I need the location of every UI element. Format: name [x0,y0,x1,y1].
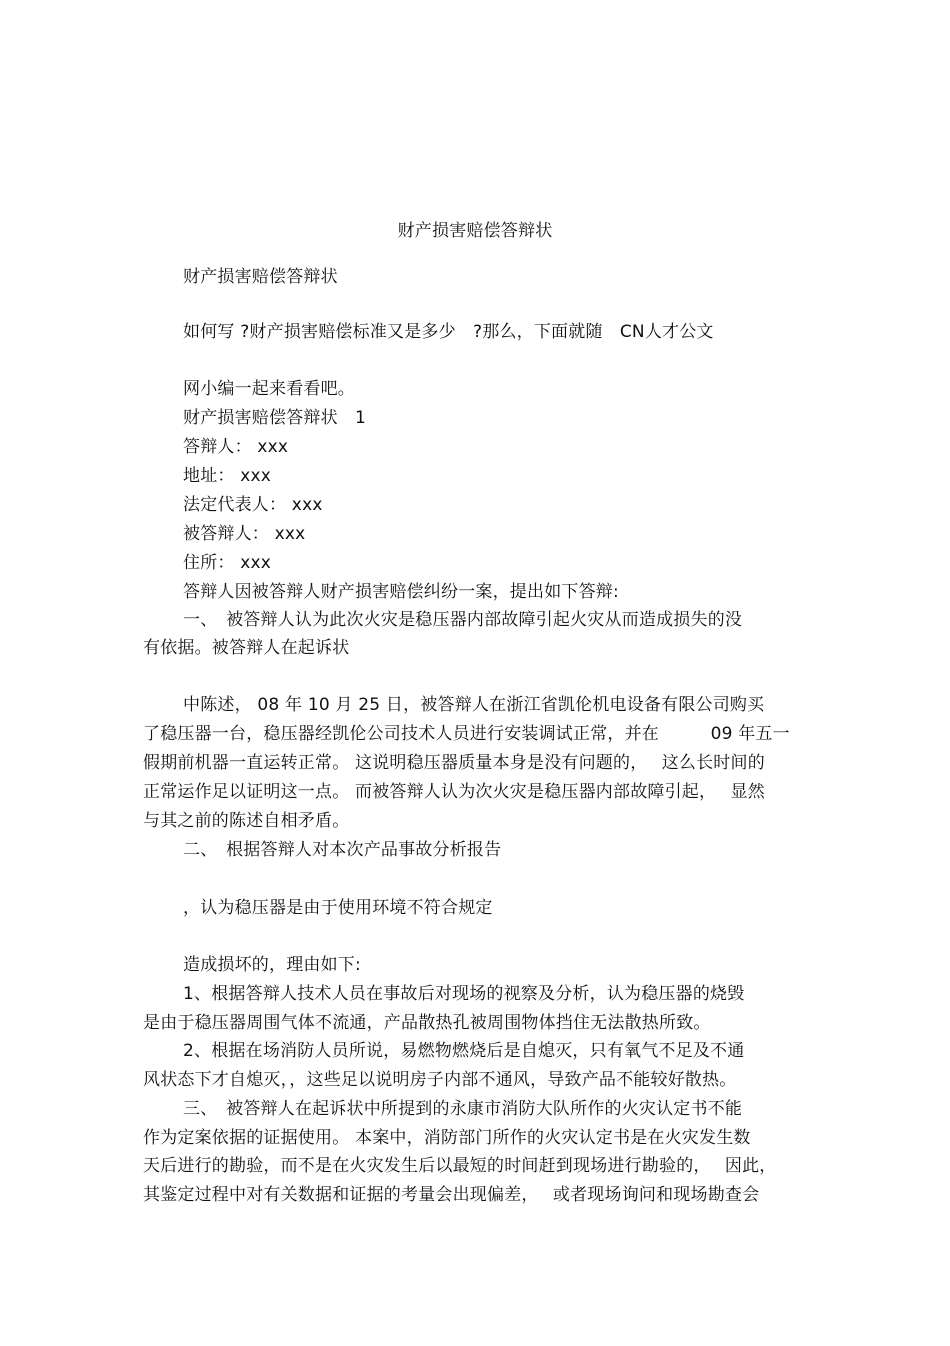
document-title: 财产损害赔偿答辩状 [397,221,553,241]
text-line: 三、 被答辩人在起诉状中所提到的永康市消防大队所作的火灾认定书不能 [183,1099,743,1119]
text-line: 正常运作足以证明这一点。 而被答辩人认为次火灾是稳压器内部故障引起， 显然 [143,782,765,802]
text-line: 是由于稳压器周围气体不流通，产品散热孔被周围物体挡住无法散热所致。 [143,1013,711,1033]
text-line: 二、 根据答辩人对本次产品事故分析报告 [183,840,502,860]
text-line: 其鉴定过程中对有关数据和证据的考量会出现偏差， 或者现场询问和现场勘查会 [143,1185,760,1205]
text-line: 造成损坏的，理由如下: [183,955,361,975]
text-line: 如何写 ?财产损害赔偿标准又是多少 ?那么，下面就随 CN人才公文 [183,322,714,342]
text-line: 有依据。被答辩人在起诉状 [143,638,350,658]
text-line: 风状态下才自熄灭，，这些足以说明房子内部不通风，导致产品不能较好散热。 [143,1070,737,1090]
text-line: 答辩人因被答辩人财产损害赔偿纠纷一案，提出如下答辩: [183,582,619,602]
text-line: 地址： xxx [183,466,271,486]
text-line: 一、 被答辩人认为此次火灾是稳压器内部故障引起火灾从而造成损失的没 [183,610,743,630]
text-line: 答辩人： xxx [183,437,289,457]
text-line: 中陈述， 08 年 10 月 25 日，被答辩人在浙江省凯伦机电设备有限公司购买 [183,695,765,715]
text-line: 2、根据在场消防人员所说，易燃物燃烧后是自熄灭，只有氧气不足及不通 [183,1041,745,1061]
text-line: 假期前机器一直运转正常。 这说明稳压器质量本身是没有问题的， 这么长时间的 [143,753,765,773]
text-line: 法定代表人： xxx [183,495,323,515]
text-line: 天后进行的勘验，而不是在火灾发生后以最短的时间赶到现场进行勘验的， 因此， [143,1156,777,1176]
text-line: ，认为稳压器是由于使用环境不符合规定 [183,898,493,918]
text-line: 财产损害赔偿答辩状 [183,267,338,287]
text-line: 被答辩人： xxx [183,524,306,544]
text-line: 财产损害赔偿答辩状 1 [183,408,367,428]
text-line: 住所： xxx [183,553,271,573]
text-line: 1、根据答辩人技术人员在事故后对现场的视察及分析，认为稳压器的烧毁 [183,984,745,1004]
text-line: 与其之前的陈述自相矛盾。 [143,811,350,831]
text-line: 作为定案依据的证据使用。 本案中，消防部门所作的火灾认定书是在火灾发生数 [143,1128,751,1148]
text-line: 了稳压器一台，稳压器经凯伦公司技术人员进行安装调试正常，并在 09 年五一 [143,724,790,744]
text-line: 网小编一起来看看吧。 [183,379,355,399]
